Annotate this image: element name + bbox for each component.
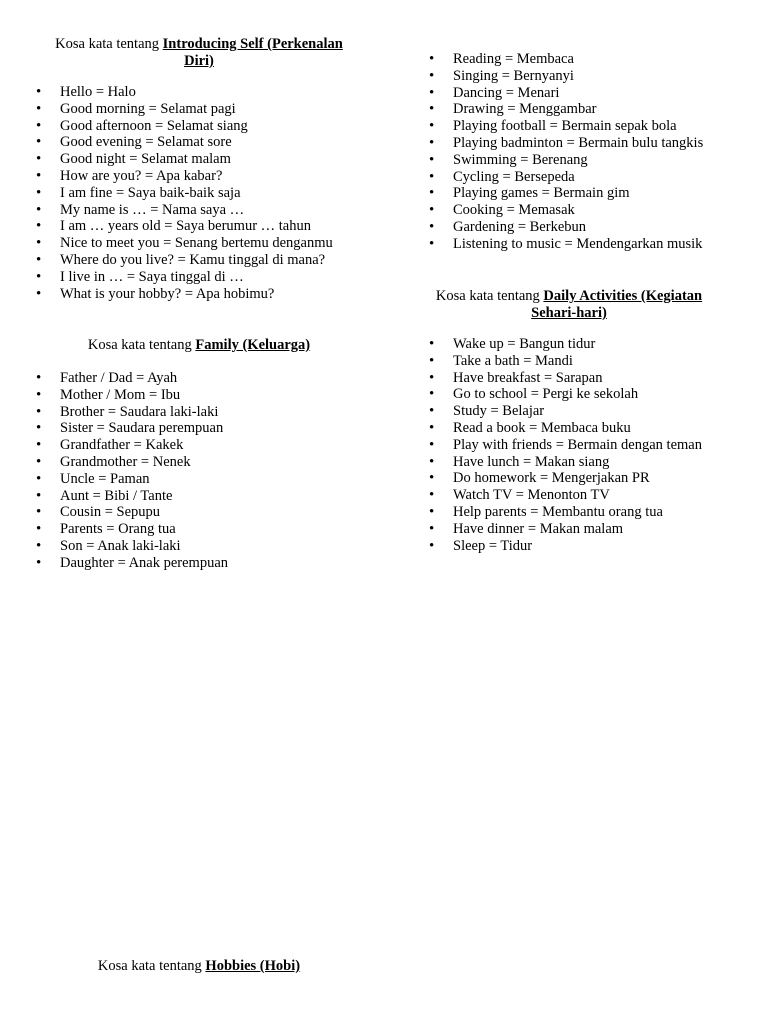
list-item: • Playing badminton = Bermain bulu tangkis <box>425 135 703 152</box>
heading-family <box>60 337 338 354</box>
list-item: • Study = Belajar <box>425 403 702 420</box>
list-item: • Do homework = Mengerjakan PR <box>425 470 702 487</box>
heading-title: Daily Activities (Kegiatan Sehari-hari) <box>531 288 703 321</box>
list-item: • Mother / Mom = Ibu <box>32 387 228 404</box>
list-item: • Swimming = Berenang <box>425 152 703 169</box>
list-item: • Have dinner = Makan malam <box>425 521 702 538</box>
heading-title: Introducing Self (Perkenalan Diri) <box>162 36 343 69</box>
list-item: • Go to school = Pergi ke sekolah <box>425 386 702 403</box>
list-item: • Where do you live? = Kamu tinggal di mana? <box>32 252 333 269</box>
list-item: • Dancing = Menari <box>425 85 703 102</box>
list-item: • My name is … = Nama saya … <box>32 202 333 219</box>
heading-prefix: Kosa kata tentang <box>435 288 544 304</box>
list-item: • Help parents = Membantu orang tua <box>425 504 702 521</box>
list-daily-activities <box>425 336 702 554</box>
list-item: • Hello = Halo <box>32 84 333 101</box>
heading-daily-activities <box>420 288 718 322</box>
list-item: • Nice to meet you = Senang bertemu denganmu <box>32 235 333 252</box>
list-item: • Wake up = Bangun tidur <box>425 336 702 353</box>
list-item: • Watch TV = Menonton TV <box>425 487 702 504</box>
list-item: • Father / Dad = Ayah <box>32 370 228 387</box>
list-item: • I live in … = Saya tinggal di … <box>32 269 333 286</box>
list-item: • Son = Anak laki-laki <box>32 538 228 555</box>
list-item: • Take a bath = Mandi <box>425 353 702 370</box>
list-item: • Cycling = Bersepeda <box>425 169 703 186</box>
heading-title: Family (Keluarga) <box>195 337 311 353</box>
list-item: • Cooking = Memasak <box>425 202 703 219</box>
list-item: • Good night = Selamat malam <box>32 151 333 168</box>
list-introducing-self <box>32 84 333 302</box>
list-item: • Grandfather = Kakek <box>32 437 228 454</box>
list-item: • Sister = Saudara perempuan <box>32 420 228 437</box>
list-hobbies <box>425 51 703 253</box>
list-item: • What is your hobby? = Apa hobimu? <box>32 286 333 303</box>
list-item: • Sleep = Tidur <box>425 538 702 555</box>
list-item: • Listening to music = Mendengarkan musik <box>425 236 703 253</box>
list-item: • Parents = Orang tua <box>32 521 228 538</box>
heading-prefix: Kosa kata tentang <box>55 36 163 52</box>
list-item: • How are you? = Apa kabar? <box>32 168 333 185</box>
list-item: • Have lunch = Makan siang <box>425 454 702 471</box>
heading-hobbies <box>80 958 318 975</box>
list-item: • Good evening = Selamat sore <box>32 134 333 151</box>
list-item: • Good afternoon = Selamat siang <box>32 118 333 135</box>
list-item: • Drawing = Menggambar <box>425 101 703 118</box>
heading-prefix: Kosa kata tentang <box>97 958 206 974</box>
heading-title: Hobbies (Hobi) <box>205 958 301 974</box>
list-item: • Uncle = Paman <box>32 471 228 488</box>
list-item: • Reading = Membaca <box>425 51 703 68</box>
list-item: • Cousin = Sepupu <box>32 504 228 521</box>
list-item: • Playing football = Bermain sepak bola <box>425 118 703 135</box>
list-item: • Good morning = Selamat pagi <box>32 101 333 118</box>
heading-prefix: Kosa kata tentang <box>87 337 196 353</box>
list-item: • Gardening = Berkebun <box>425 219 703 236</box>
list-item: • Playing games = Bermain gim <box>425 185 703 202</box>
list-item: • Have breakfast = Sarapan <box>425 370 702 387</box>
list-item: • Grandmother = Nenek <box>32 454 228 471</box>
list-item: • I am fine = Saya baik-baik saja <box>32 185 333 202</box>
list-item: • Play with friends = Bermain dengan teman <box>425 437 702 454</box>
list-item: • Daughter = Anak perempuan <box>32 555 228 572</box>
heading-introducing-self <box>40 36 358 70</box>
list-family <box>32 370 228 572</box>
list-item: • Read a book = Membaca buku <box>425 420 702 437</box>
list-item: • I am … years old = Saya berumur … tahun <box>32 218 333 235</box>
list-item: • Brother = Saudara laki-laki <box>32 404 228 421</box>
list-item: • Singing = Bernyanyi <box>425 68 703 85</box>
list-item: • Aunt = Bibi / Tante <box>32 488 228 505</box>
